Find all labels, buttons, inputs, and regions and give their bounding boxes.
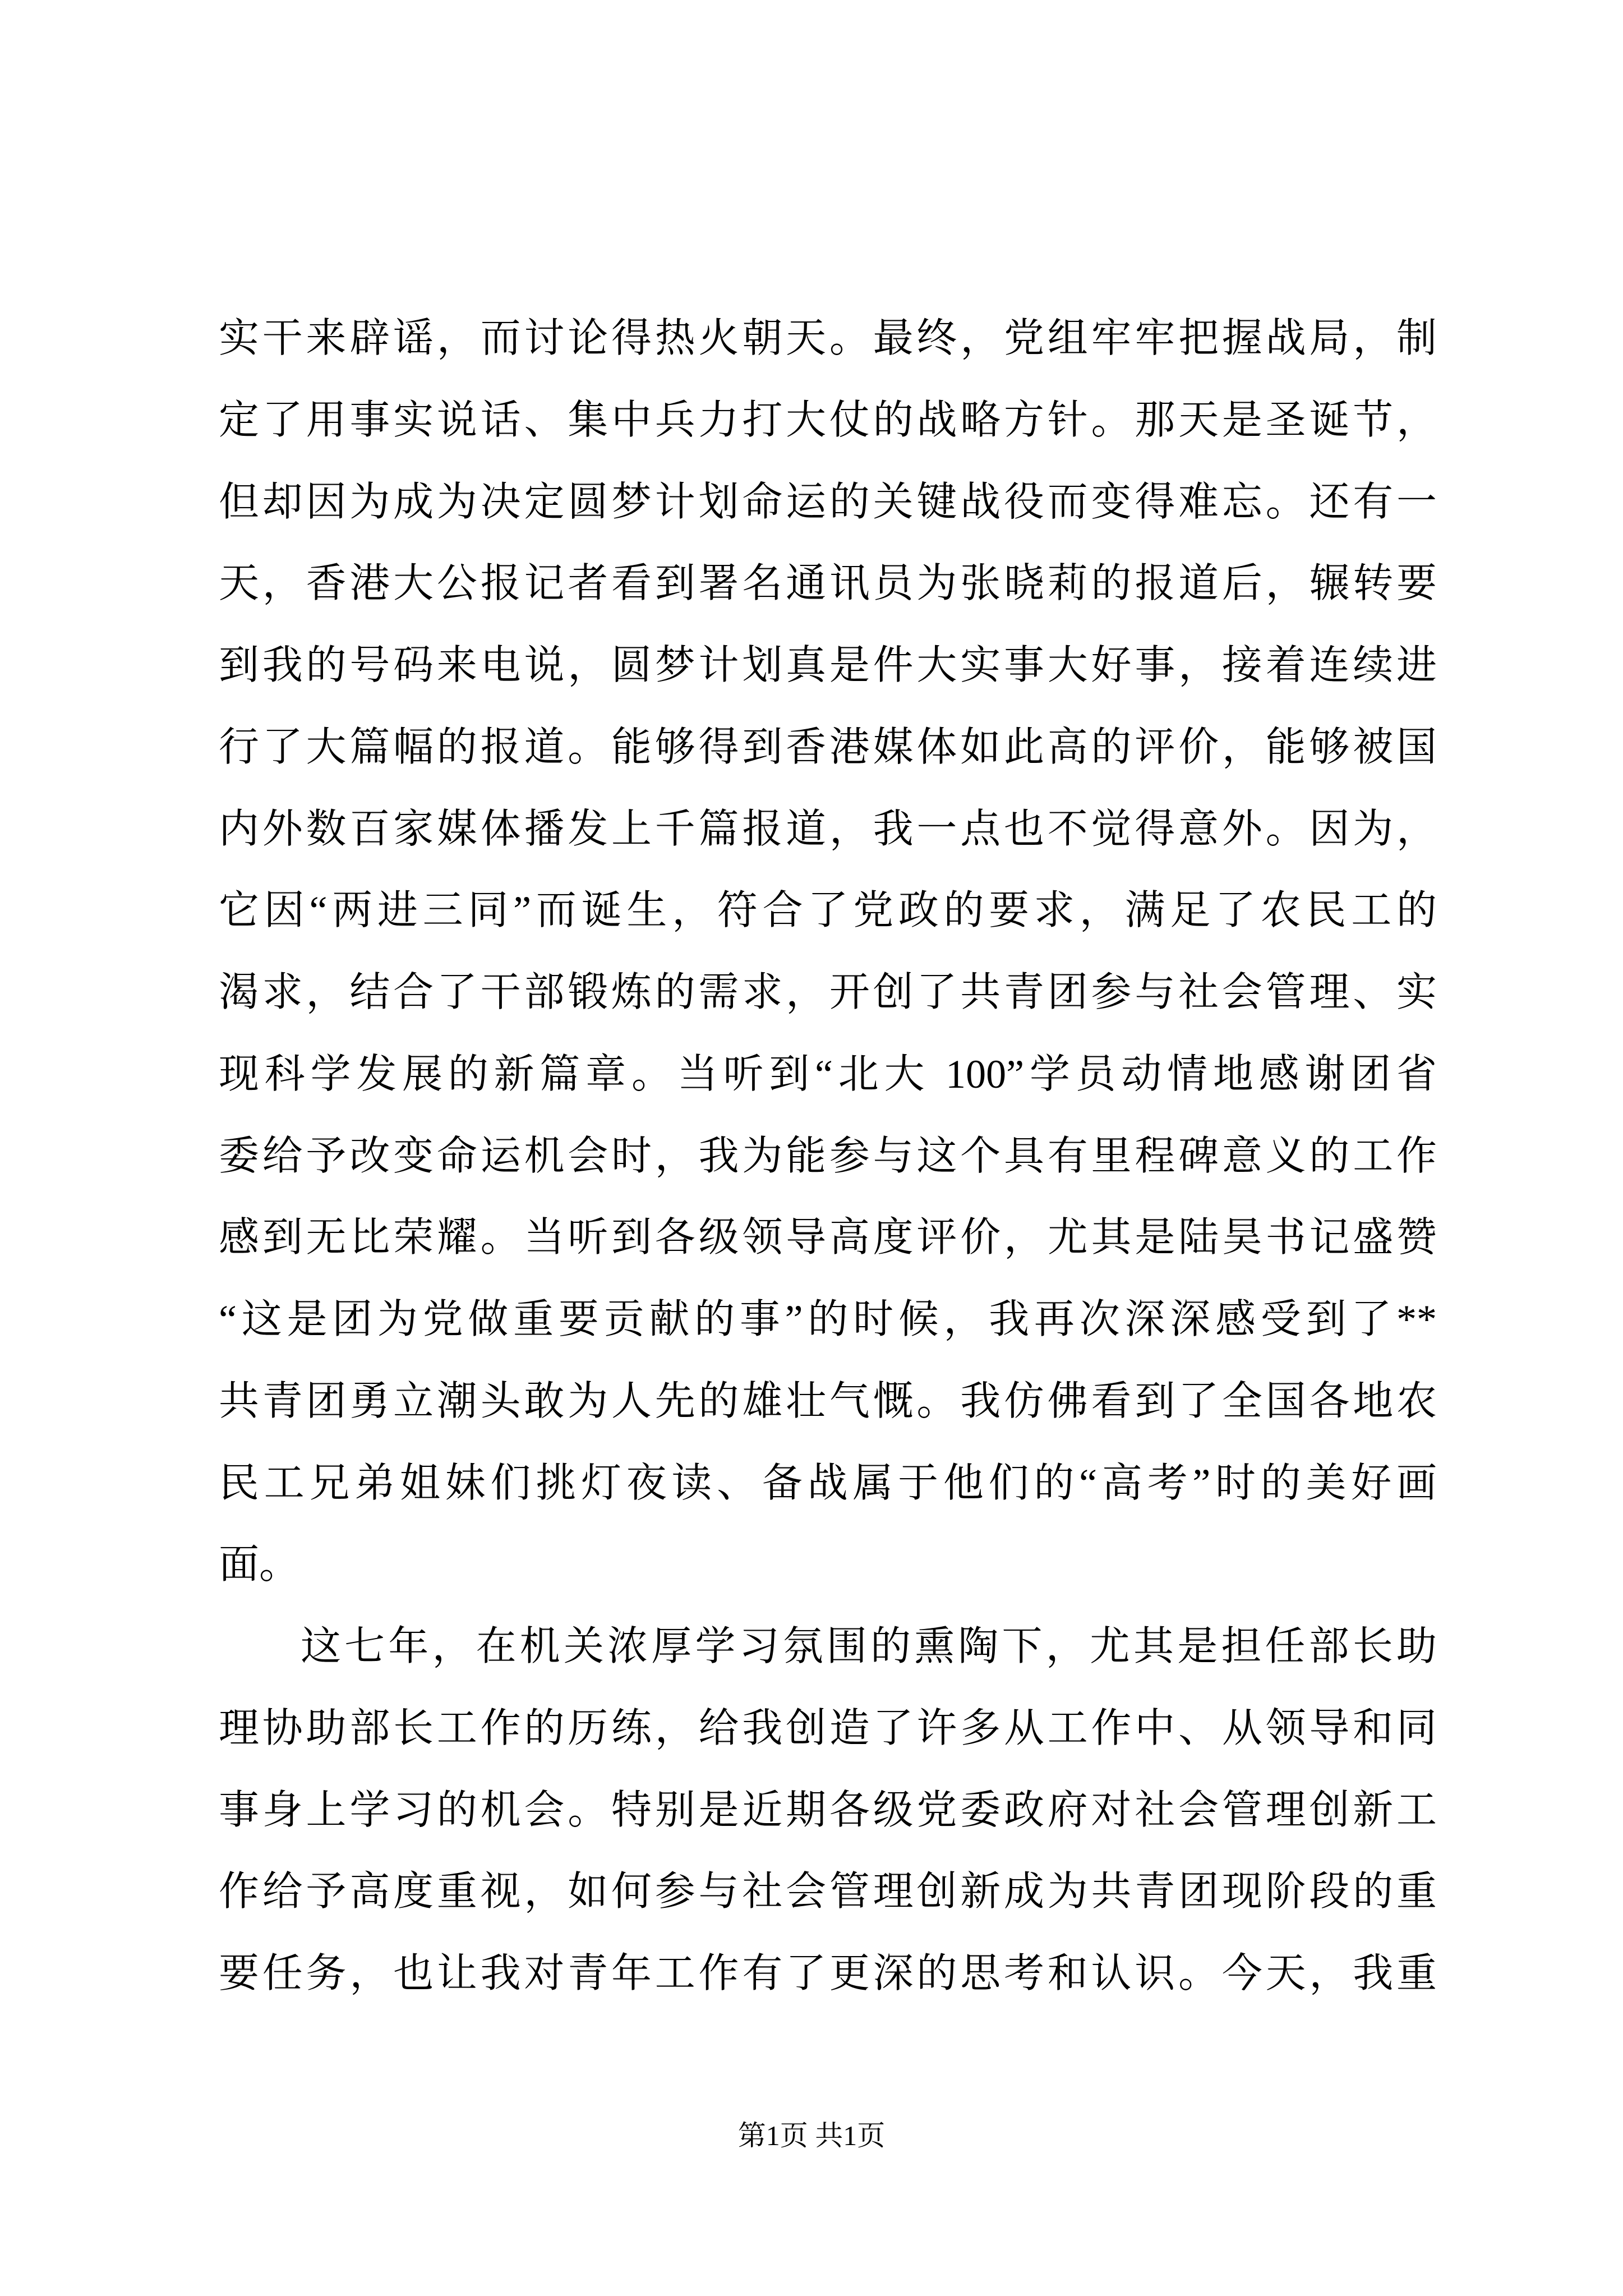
text-line: 行了大篇幅的报道。能够得到香港媒体如此高的评价，能够被国 xyxy=(219,724,1437,770)
text-line: 到我的号码来电说，圆梦计划真是件大实事大好事，接着连续进 xyxy=(219,643,1437,688)
text-line: 但却因为成为决定圆梦计划命运的关键战役而变得难忘。还有一 xyxy=(219,479,1437,524)
paragraph-1 xyxy=(219,298,1437,1606)
text-line: “这是团为党做重要贡献的事”的时候，我再次深深感受到了** xyxy=(219,1297,1437,1342)
text-line: 理协助部长工作的历练，给我创造了许多从工作中、从领导和同 xyxy=(219,1705,1437,1751)
text-line: 委给予改变命运机会时，我为能参与这个具有里程碑意义的工作 xyxy=(219,1133,1437,1179)
text-body xyxy=(219,298,1437,2015)
text-line: 定了用事实说话、集中兵力打大仗的战略方针。那天是圣诞节， xyxy=(219,397,1437,443)
text-line: 现科学发展的新篇章。当听到“北大 100”学员动情地感谢团省 xyxy=(219,1051,1437,1097)
page-footer xyxy=(0,2119,1623,2152)
text-line: 渴求，结合了干部锻炼的需求，开创了共青团参与社会管理、实 xyxy=(219,970,1437,1015)
text-line: 实干来辟谣，而讨论得热火朝天。最终，党组牢牢把握战局，制 xyxy=(219,316,1437,361)
text-line: 作给予高度重视，如何参与社会管理创新成为共青团现阶段的重 xyxy=(219,1869,1437,1915)
paragraph-2 xyxy=(219,1606,1437,2015)
text-line: 民工兄弟姐妹们挑灯夜读、备战属于他们的“高考”时的美好画 xyxy=(219,1460,1437,1506)
text-line: 天，香港大公报记者看到署名通讯员为张晓莉的报道后，辗转要 xyxy=(219,561,1437,606)
text-line: 内外数百家媒体播发上千篇报道，我一点也不觉得意外。因为， xyxy=(219,806,1437,852)
text-line: 它因“两进三同”而诞生，符合了党政的要求，满足了农民工的 xyxy=(219,888,1437,933)
text-line: 事身上学习的机会。特别是近期各级党委政府对社会管理创新工 xyxy=(219,1787,1437,1833)
text-line: 面。 xyxy=(219,1542,300,1588)
page-number: 第1页 共1页 xyxy=(737,2120,886,2151)
text-line: 要任务，也让我对青年工作有了更深的思考和认识。今天，我重 xyxy=(219,1951,1437,1996)
text-line: 共青团勇立潮头敢为人先的雄壮气慨。我仿佛看到了全国各地农 xyxy=(219,1378,1437,1424)
text-line: 感到无比荣耀。当听到各级领导高度评价，尤其是陆昊书记盛赞 xyxy=(219,1215,1437,1260)
text-line: 这七年，在机关浓厚学习氛围的熏陶下，尤其是担任部长助 xyxy=(301,1624,1437,1669)
